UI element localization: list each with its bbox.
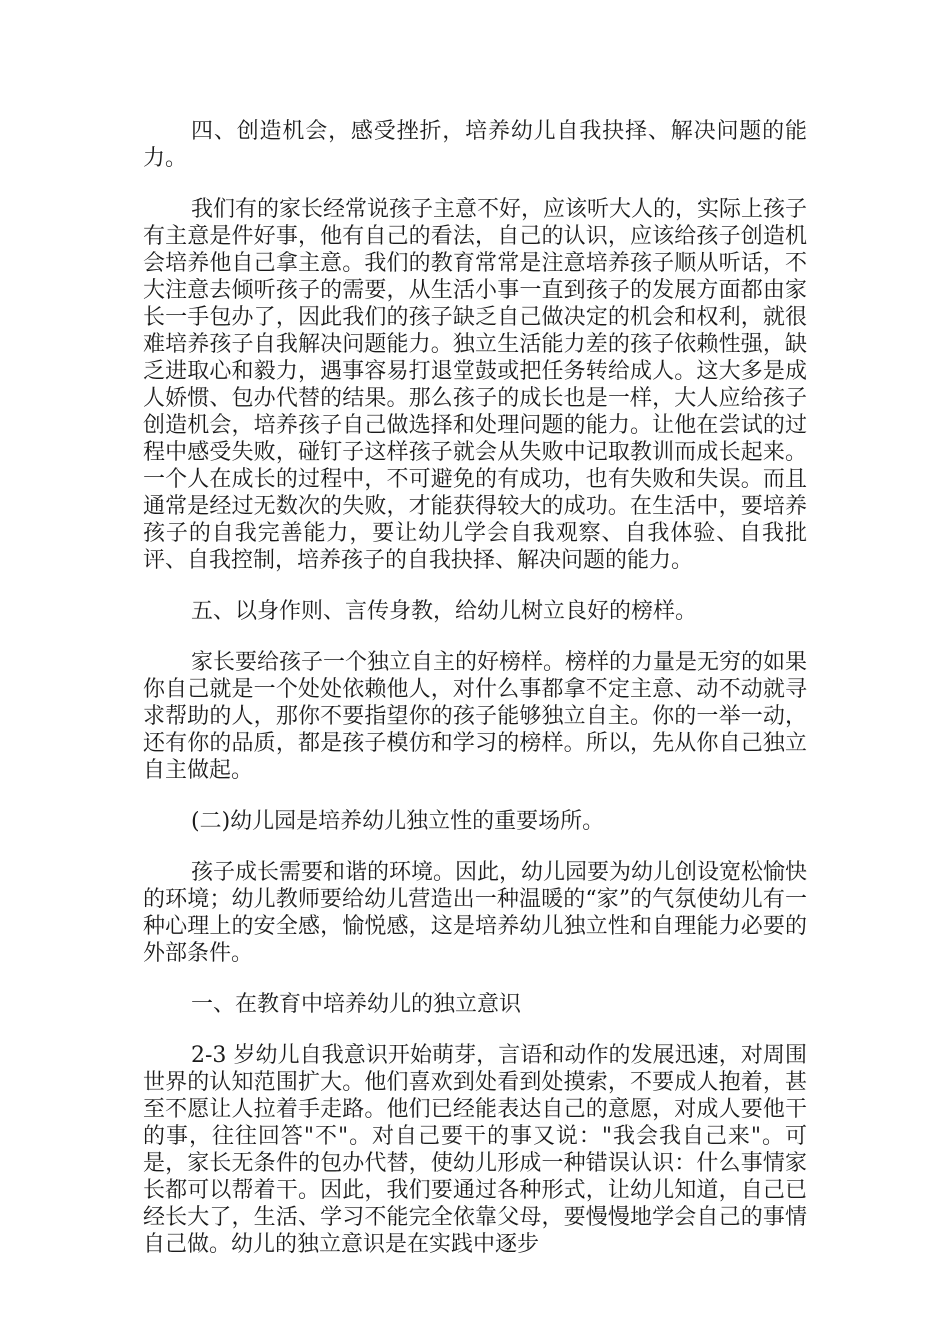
section-heading-one: 一、在教育中培养幼儿的独立意识 <box>191 992 522 1017</box>
section-heading-four: 四、创造机会，感受挫折，培养幼儿自我抉择、解决问题的能力。 <box>143 119 807 171</box>
paragraph-environment: 孩子成长需要和谐的环境。因此，幼儿园要为幼儿创设宽松愉快的环境；幼儿教师要给幼儿营造出一种温暖的“家”的气氛使幼儿有一种心理上的安全感，愉悦感，这是培养幼儿独立性和自理能力必要的外部条件。 <box>143 860 808 966</box>
section-heading-kindergarten: (二)幼儿园是培养幼儿独立性的重要场所。 <box>191 809 605 834</box>
document-body <box>143 118 807 1282</box>
paragraph-independence: 2-3 岁幼儿自我意识开始萌芽，言语和动作的发展迅速，对周围世界的认知范围扩大。他们喜欢到处看到处摸索，不要成人抱着，甚至不愿让人拉着手走路。他们已经能表达自己的意愿，对成人要他干的事，往往回答"不"。对自己要干的事又说："我会我自己来"。可是，家长无条件的包办代替，使幼儿形成一种错误认识：什么事情家长都可以帮着干。因此，我们要通过各种形式，让幼儿知道，自己已经长大了，生活、学习不能完全依靠父母，要慢慢地学会自己的事情自己做。幼儿的独立意识是在实践中逐步 <box>143 1043 807 1257</box>
paragraph-role-model: 家长要给孩子一个独立自主的好榜样。榜样的力量是无穷的如果你自己就是一个处处依赖他人，对什么事都拿不定主意、动不动就寻求帮助的人，那你不要指望你的孩子能够独立自主。你的一举一动，还有你的品质，都是孩子模仿和学习的榜样。所以，先从你自己独立自主做起。 <box>143 650 808 783</box>
paragraph-opportunity: 我们有的家长经常说孩子主意不好，应该听大人的，实际上孩子有主意是件好事，他有自己的看法，自己的认识，应该给孩子创造机会培养他自己拿主意。我们的教育常常是注意培养孩子顺从听话，不大注意去倾听孩子的需要，从生活小事一直到孩子的发展方面都由家长一手包办了，因此我们的孩子缺乏自己做决定的机会和权利，就很难培养孩子自我解决问题能力。独立生活能力差的孩子依赖性强，缺乏进取心和毅力，遇事容易打退堂鼓或把任务转给成人。这大多是成人娇惯、包办代替的结果。那么孩子的成长也是一样，大人应给孩子创造机会，培养孩子自己做选择和处理问题的能力。让他在尝试的过程中感受失败，碰钉子这样孩子就会从失败中记取教训而成长起来。一个人在成长的过程中，不可避免的有成功，也有失败和失误。而且通常是经过无数次的失败，才能获得较大的成功。在生活中，要培养孩子的自我完善能力，要让幼儿学会自我观察、自我体验、自我批评、自我控制，培养孩子的自我抉择、解决问题的能力。 <box>143 197 808 573</box>
section-heading-five: 五、以身作则、言传身教，给幼儿树立良好的榜样。 <box>191 599 698 624</box>
